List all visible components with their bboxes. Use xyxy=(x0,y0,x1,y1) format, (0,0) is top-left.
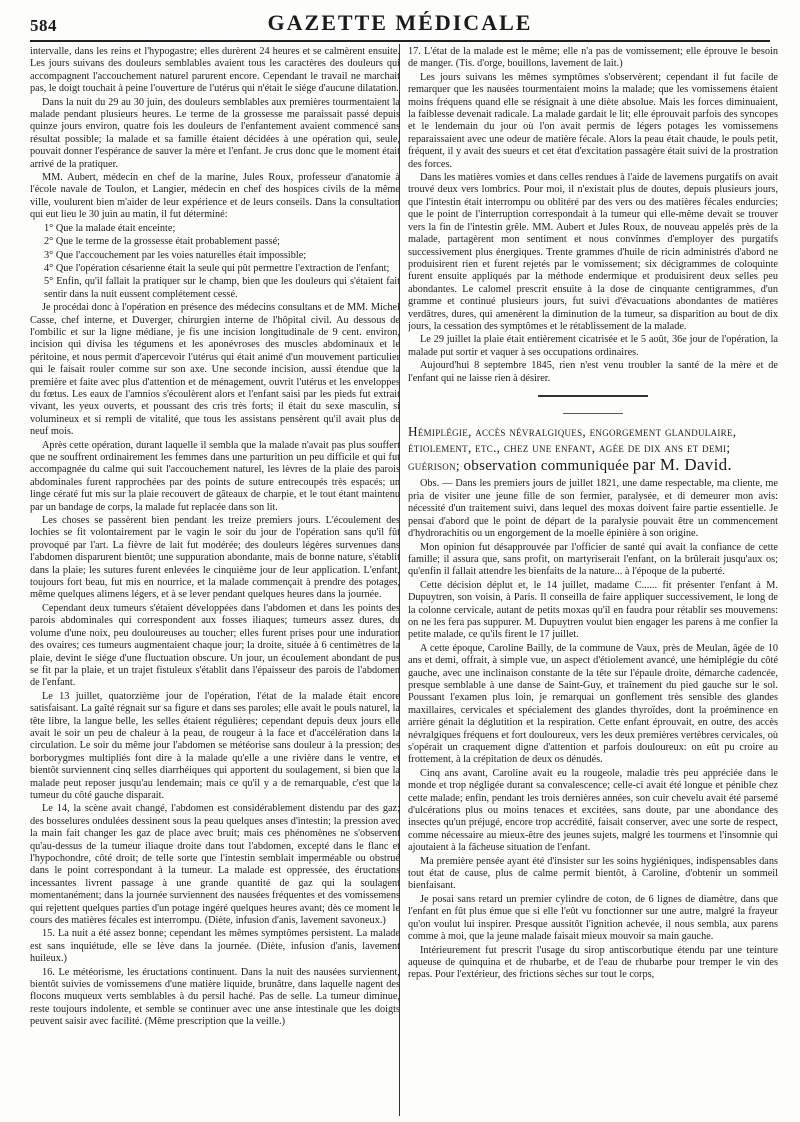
paragraph: Le 14, la scène avait changé, l'abdomen est considérablement distendu par des gaz; des bosselures ondulées dessinent sous la peau quelques anses d'intestin; la pression avec la main fait changer les gaz de place avec bruit; mais ces phénomènes ne s'observent qu'au-dessus de la tumeur iliaque droite dans tout l'abdomen, excepté dans le flanc et l'hypochondre, côté droit; de telle sorte que l'intestin semblait imperméable ou obstrué dans le point correspondant à la tumeur. La malade est oppressée, des éructations incessantes livrent passage à une grande quantité de gaz qui la soulagent momentanément; dans la journée surviennent des nausées fréquentes et des vomissemens qui rejettent quelques parties d'un potage ingéré quelques heures avant; dès ce moment le cours des matières fécales est interrompu. (Diète, infusion d'anis, lavement savoneux.) xyxy=(30,803,400,927)
column-divider xyxy=(399,44,400,1116)
paragraph: Cependant deux tumeurs s'étaient développées dans l'abdomen et dans les points des parois abdominales qui correspondent aux fosses iliaques; tumeurs assez dures, du volume d'une noix, peu douloureuses au toucher; elles furent prises pour une induration des ovaires; ces tumeurs augmentaient chaque jour; la droite, située à 6 centimètres de la plaie, devint le siége d'une fluctuation obscure. Un jour, un écoulement abondant de pus se fit par la plaie, et un trajet fistuleux s'établit dans l'épaisseur des parois de l'abdomen de l'enfant. xyxy=(30,602,400,689)
paragraph: Mon opinion fut désapprouvée par l'officier de santé qui avait la confiance de cette famille; il assura que, sans profit, on martyriserait l'enfant, on la brûlerait jusqu'aux os; qu'enfin il fallait attendre les bienfaits de la nature... à l'époque de la puberté. xyxy=(408,541,778,578)
article-separator xyxy=(538,395,648,397)
paragraph: Après cette opération, durant laquelle il sembla que la malade n'avait pas plus souffert que ne souffrent ordinairement les femmes dans une parturition un peu difficile et qui fut accompagnée du calme qui suit l'accouchement naturel, les lèvres de la plaie des parois abdominales furent rapprochées par des points de suture entrecoupés très espacés; un linge cératé fut mis sur la plaie recouvert de gâteaux de charpie, et le tout étant maintenu par un bandage de corps, la malade fut replacée dans son lit. xyxy=(30,439,400,513)
list-item: 4° Que l'opération césarienne était la seule qui pût permettre l'extraction de l'enfant; xyxy=(44,262,390,274)
paragraph: 16. Le météorisme, les éructations continuent. Dans la nuit des nausées surviennent, bientôt suivies de vomissemens d'une matière liquide, brunâtre, dans laquelle nagent des flocons muqueux verts semblables à du persil haché. Pas de selle. La tumeur diminue, reste toujours indolente, et semble se continuer avec une anse intestinale que les doigts peuvent saisir avec facilité. (Même prescription que la veille.) xyxy=(30,966,400,1028)
paragraph: Obs. — Dans les premiers jours de juillet 1821, une dame respectable, ma cliente, me pria de visiter une jeune fille de son fermier, paralysée, et di demeurer mon avis: nécessité d'un traitement suivi, dans lequel des moxas doivent faire partie essentielle. Je pensai d'abord que le point de départ de la paralysie pouvait être un commencement d'hydrorachitis ou un engorgement de la moelle épinière à son origine. xyxy=(408,478,778,540)
header-rule xyxy=(30,40,770,42)
paragraph: Ma première pensée ayant été d'insister sur les soins hygiéniques, indispensables dans tout état de cause, plus de calme permit bientôt, à Caroline, d'obtenir un sommeil bienfaisant. xyxy=(408,855,778,892)
right-column xyxy=(408,46,778,1114)
paragraph: Cette décision déplut et, le 14 juillet, madame C...... fit présenter l'enfant à M. Dupuytren, son voisin, à Paris. Il conseilla de faire appliquer successivement, le long de la colonne cervicale, autant de petits moxas qu'il en faudra pour rétablir ses mouvemens: on ne les fera pas suppurer. M. Dupuytren voulut bien engager les parens à me confier la petite malade, ce qu'ils firent le 17 juillet. xyxy=(408,579,778,641)
paragraph: intervalle, dans les reins et l'hypogastre; elles durèrent 24 heures et se calmèrent ensuite. Les jours suivans des douleurs semblables avaient tous les caractères des douleurs qui accompagnent l'accouchement naturel parurent encore. Cependant le travail ne marchait pas, le doigt touchait à peine l'ouverture de l'utérus qui n'était le siége d'aucune dilatation. xyxy=(30,46,400,95)
paragraph: Je procédai donc à l'opération en présence des médecins consultans et de MM. Michel Casse, chef interne, et Duverger, chirurgien interne de l'hôpital civil. Au dessous de l'ombilic et sur la ligne médiane, je fis une incision longitudinale de 9 cent. environ, incision qui divisa les tégumens et les aponévroses des muscles abdominaux et le péritoine, et nous permit d'apercevoir l'utérus qui était animé d'un mouvement particulier qui le faisait rouler comme sur son axe. Une seconde incision, aussi étendue que la première et faite avec plus d'attention et de ménagement, ouvrit l'utérus et les enveloppes du fœtus. Les eaux de l'amnios s'écoulèrent alors et l'enfant saisi par les pieds fut extrait vivant, les yeux ouverts, et poussant des cris très forts; il était du sexe masculin, si volumineux et si rempli de vitalité, que tous les assistans pensèrent qu'il avait plus de neuf mois. xyxy=(30,302,400,438)
paragraph: Les choses se passèrent bien pendant les treize premiers jours. L'écoulement des lochies se fit volontairement par le vagin le soir du jour de l'opération sans qu'il fût provoqué par l'art. La fièvre de lait fut modérée; des douleurs légères survenues dans l'abdomen disparurent bientôt; une suppuration abondante, mais de bonne nature, s'établit dans la plaie; les sutures furent enlevées le cinquième jour de leur application. L'enfant, toujours fort beau, fut mis en nourrice, et la malade commençait à prendre des potages, même quelques alimens légers, et à se lever pendant quelques heures dans la journée. xyxy=(30,515,400,601)
paragraph: MM. Aubert, médecin en chef de la marine, Jules Roux, professeur d'anatomie à l'école navale de Toulon, et Langier, médecin en chef des hospices civils de la même ville, voulurent bien m'aider de leur expérience et de leurs conseils. Dans la consultation qui eut lieu le 30 juin au matin, il fut déterminé: xyxy=(30,172,400,221)
article-separator-short xyxy=(563,413,623,414)
list-item: 5° Enfin, qu'il fallait la pratiquer sur le champ, bien que les douleurs qui s'étaient fait sentir dans la nuit eussent complétement cessé. xyxy=(44,276,400,300)
paragraph: 15. La nuit a été assez bonne; cependant les mêmes symptômes persistent. La malade est sans inquiétude, elle se lève dans la journée. (Diète, infusion d'anis, lavement huileux.) xyxy=(30,928,400,965)
list-item: 3° Que l'accouchement par les voies naturelles était impossible; xyxy=(44,249,307,261)
paragraph: A cette époque, Caroline Bailly, de la commune de Vaux, près de Meulan, âgée de 10 ans et demi, offrait, à simple vue, un aspect d'étiolement avancé, une hémiplégie du côté gauche, avec une inclinaison constante de la tête sur l'épaule droite, démarche cadencée, presque semblable à une danse de Saint-Guy, et traînement du pied gauche sur le sol. Poussant l'examen plus loin, je remarquai un gonflement très sensible des glandes maxillaires, cervicales et spécialement des glandes thyroïdes, dont la proéminence en arrière génait la déglutition et la respiration. Cette enfant éprouvait, en outre, des accès névralgiques fréquens et fort douloureux, vers les deux premières vertèbres cervicales, où s'opérait un craquement digne d'attention et parfois douloureux: on eût pu croire au frottement, à la crépitation de deux os dénudés. xyxy=(408,642,778,766)
list-item: 1° Que la malade était enceinte; xyxy=(44,222,176,234)
article-title-tail: observation communiquée xyxy=(463,457,630,474)
paragraph: Le 29 juillet la plaie était entièrement cicatrisée et le 5 août, 36e jour de l'opération, la malade put sortir et vaquer à ses occupations ordinaires. xyxy=(408,334,778,358)
list-item: 2° Que le terme de la grossesse était probablement passé; xyxy=(44,236,281,248)
paragraph: Dans les matières vomies et dans celles rendues à l'aide de lavemens purgatifs on avait trouvé deux vers lombrics. Pour moi, il n'existait plus de doutes, depuis plusieurs jours, que l'intestin était interrompu ou oblitéré par des vers ou des matières fécales endurcies; que le point de l'interruption correspondait à la tumeur qui elle-même devait se trouver vers la fin de l'intestin grêle. MM. Aubert et Jules Roux, de nouveau appelés près de la malade, partagèrent mon sentiment et nous convînmes d'employer des purgatifs successivement plus énergiques. Trente grammes d'huile de ricin administrés d'abord ne produisirent rien et furent rejetés par le vomissement; six décigrammes de coloquinte furent ensuite appliqués par la méthode endermique et produisirent deux selles peu abondantes. Le calomel prescrit ensuite à la dose de cinquante centigrammes, d'un gramme et continué plusieurs jours, fut suivi d'évacuations abondantes de matières verdâtres, dures, qui amenèrent la diminution de la tumeur, sa disparition au bout de dix jours, la cessation des symptômes et le rétablissement de la malade. xyxy=(408,172,778,332)
paragraph: Intérieurement fut prescrit l'usage du sirop antiscorbutique étendu par une teinture aqueuse de quinquina et de rhubarbe, et de l'eau de rhubarbe pour tremper le vin des repas. Pour l'extérieur, des frictions sèches sur tout le corps, xyxy=(408,944,778,981)
paragraph: Aujourd'hui 8 septembre 1845, rien n'est venu troubler la santé de la mère et de l'enfant qui ne laisse rien à désirer. xyxy=(408,360,778,384)
article-byline: par M. David. xyxy=(632,454,732,474)
article-title xyxy=(408,424,778,475)
paragraph: Je posai sans retard un premier cylindre de coton, de 6 lignes de diamètre, dans que l'enfant en fût plus émue que si elle l'eût vu fonctionner sur une autre, malgré la frayeur qu'on voulut lui inspirer. Presque aussitôt l'ignition achevée, il nous sembla, aux parens comme à moi, que la jeune malade faisait mieux mouvoir sa main gauche. xyxy=(408,893,778,943)
paragraph: Les jours suivans les mêmes symptômes s'observèrent; cependant il fut facile de remarquer que les nausées tourmentaient moins la malade; que les vomissemens étaient moins fréquens quand elle se résignait à une diète absolue. Mais les forces diminuaient, la faiblesse devenait radicale. La malade gardait le lit; elle éprouvait parfois des syncopes et le lendemain du jour où l'on avait permis de légers potages les vomissemens reparaissaient avec une odeur de matière fécale. Alors la peau était chaude, le pouls petit, fréquent, il y avait des sueurs et cet état d'excitation passagère était suivi de la prostration des forces. xyxy=(408,71,778,170)
paragraph: Cinq ans avant, Caroline avait eu la rougeole, maladie très peu appréciée dans le monde et trop négligée durant sa convalescence; celle-ci avait été longue et pénible chez cette malade; enfin, pendant les trois dernières années, son cuir chevelu avait été parsemé d'ulcérations plus ou moins tenaces et excitées, sans doute, par une abondance des insectes qu'un préjugé, encore trop accrédité, faisait conserver, avec une sorte de respect, comme nécessaire au mieux-être des jeunes sujets, malgré les tourmens et l'insomnie qui ajoutaient à la fâcheuse situation de l'enfant. xyxy=(408,767,778,854)
paragraph: Dans la nuit du 29 au 30 juin, des douleurs semblables aux premières tourmentaient la malade pendant plusieurs heures. Le terme de la grossesse me paraissait passé depuis quinze jours environ, quatre fois les douleurs de l'enfantement avaient commencé sans résultat possible; la malade et sa famille étaient décidées à une opération qui, seule, pouvait donner l'espérance de sauver la mère et l'enfant. Je crus donc que le moment était arrivé de la pratiquer. xyxy=(30,96,400,170)
paragraph: 17. L'état de la malade est le même; elle n'a pas de vomissement; elle éprouve le besoin de manger. (Tis. d'orge, bouillons, lavement de lait.) xyxy=(408,46,778,70)
page-number: 584 xyxy=(30,16,57,35)
paragraph: Le 13 juillet, quatorzième jour de l'opération, l'état de la malade était encore satisfaisant. La gaîté régnait sur sa figure et dans ses paroles; elle avait le pouls naturel, la tête libre, la langue belle, les selles étaient régulières; cependant depuis deux jours elle avait le soir un peu de chaleur à la peau, de rougeur à la face et d'accélération dans la circulation. Le soir du même jour l'abdomen se météorise sans douleur à la pression; des borborygmes multipliés font dire à la malade qu'elle a une rivière dans le ventre, et bientôt surviennent cinq selles diarrhéiques qui apportent du soulagement, si bien que la malade peut reposer jusqu'au lendemain; mais ce qu'il y a de remarquable, c'est que la tumeur du côté gauche disparait. xyxy=(30,690,400,801)
journal-masthead: GAZETTE MÉDICALE xyxy=(267,10,533,35)
article-title-main: Hémiplégie, accès névralgiques, engorgement glandulaire, étiolement, etc., chez une enfant, agée de dix ans et demi; guérison; xyxy=(408,423,737,473)
left-column xyxy=(30,46,400,1114)
